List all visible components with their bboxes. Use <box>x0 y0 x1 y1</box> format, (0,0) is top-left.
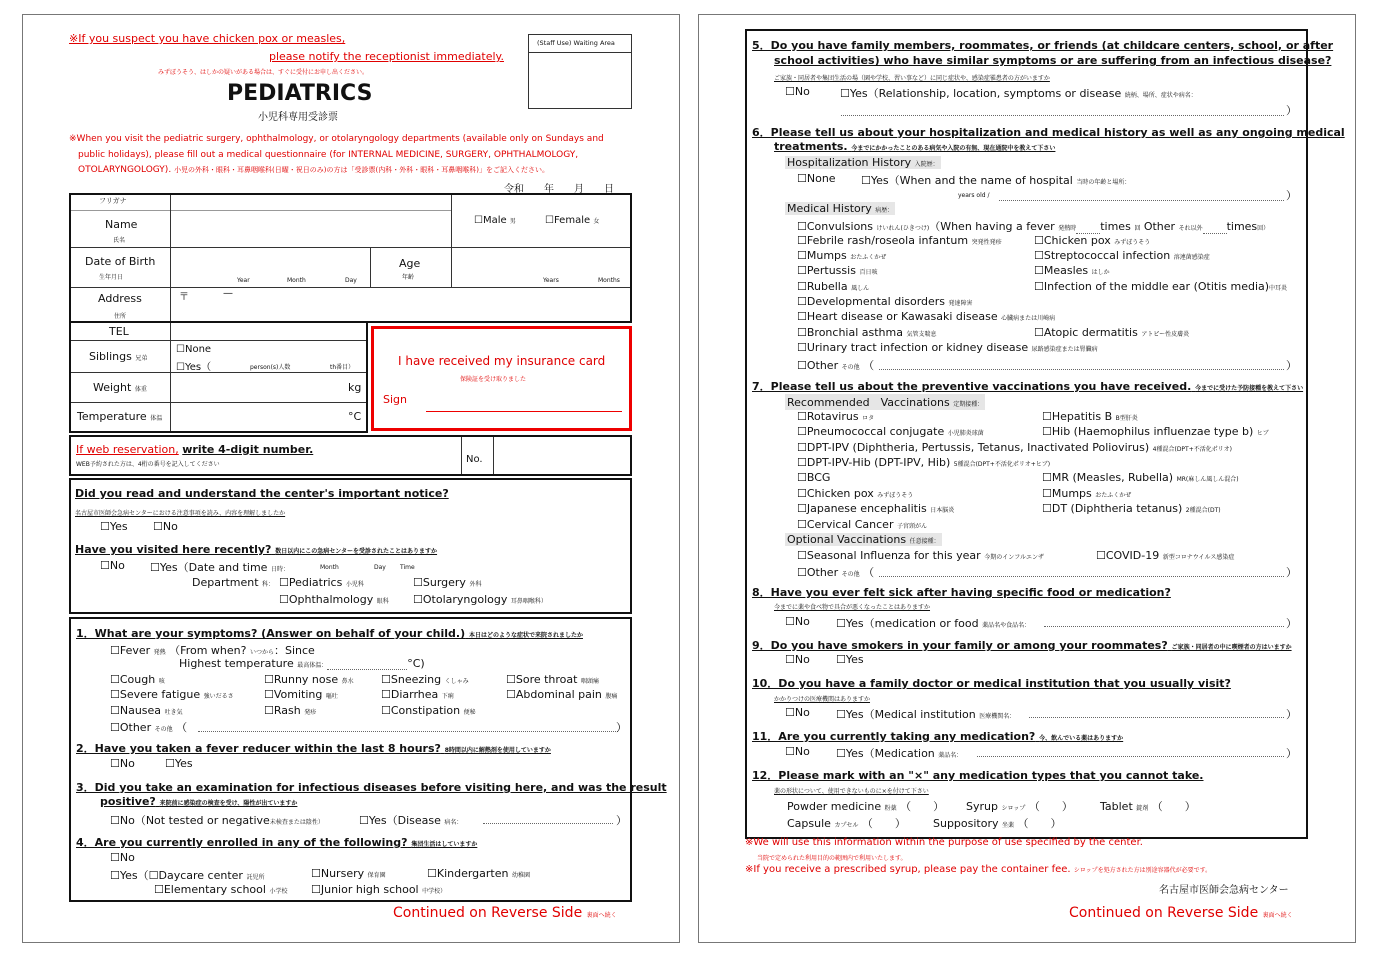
q11: 11．Are you currently taking any medication? 今、飲んでいる薬はありますか <box>752 730 1124 743</box>
notice-yes[interactable]: ☐Yes <box>100 520 128 533</box>
diarrhea-checkbox[interactable]: ☐Diarrhea 下痢 <box>381 688 454 701</box>
cervical-cancer-checkbox[interactable]: ☐Cervical Cancer 子宮頸がん <box>797 518 927 531</box>
q4-junior-high[interactable]: ☐Junior high school 中学校） <box>311 883 447 896</box>
celsius-unit: °C <box>348 410 362 423</box>
other-symptom-checkbox[interactable]: ☐Other その他 （ <box>110 721 188 734</box>
q10: 10．Do you have a family doctor or medical institution that you usually visit? <box>752 677 1231 690</box>
vaccine-other-field[interactable] <box>879 576 1284 577</box>
siblings-yes-checkbox[interactable]: ☐Yes（ <box>176 362 212 373</box>
page-subtitle: 小児科専用受診票 <box>258 112 338 123</box>
chicken-pox-checkbox[interactable]: ☐Chicken pox みずぼうそう <box>1034 234 1151 247</box>
medical-history-heading: Medical History 病歴： <box>787 202 894 215</box>
sign-line[interactable] <box>426 411 622 412</box>
no-label: No. <box>466 454 483 465</box>
q8-jp: 今までに薬や食べ物で具合が悪くなったことはありますか <box>774 604 931 611</box>
web-label: write 4-digit number. <box>182 443 314 456</box>
q4-elementary[interactable]: ☐Elementary school 小学校 <box>154 883 288 896</box>
asthma-checkbox[interactable]: ☐Bronchial asthma 気管支喘息 <box>797 326 937 339</box>
footer-note-1: ※We will use this information within the purpose of use specified by the center. <box>745 837 1143 848</box>
age-label-jp: 年齢 <box>402 274 415 281</box>
q2: 2．Have you taken a fever reducer within the last 8 hours? 8時間以内に解熱剤を使用していますか <box>76 742 551 755</box>
pneumococcal-checkbox[interactable]: ☐Pneumococcal conjugate 小児肺炎球菌 <box>797 425 984 438</box>
address-label-jp: 住所 <box>114 313 127 320</box>
q8-field[interactable] <box>1044 626 1284 627</box>
siblings-label: Siblings 兄弟 <box>89 350 148 363</box>
q10-yes[interactable]: ☐Yes（Medical institution 医療機関名： <box>836 708 1016 721</box>
highest-temp: Highest temperature 最高体温： °C) <box>179 657 425 670</box>
sore-throat-checkbox[interactable]: ☐Sore throat 咽頭痛 <box>506 673 599 686</box>
q12-jp: 薬の形状について、使用できないものに×を付けて下さい <box>774 788 929 795</box>
dept-ophthalmology[interactable]: ☐Ophthalmology 眼科 <box>279 593 389 606</box>
chicken-pox-vaccine-checkbox[interactable]: ☐Chicken pox みずぼうそう <box>797 487 914 500</box>
center-name: 名古屋市医師会急病センター <box>1159 885 1289 896</box>
sneezing-checkbox[interactable]: ☐Sneezing くしゃみ <box>381 673 469 686</box>
visit-time: Time <box>400 564 415 571</box>
optional-vaccinations-heading: Optional Vaccinations 任意接種： <box>787 533 940 546</box>
runny-nose-checkbox[interactable]: ☐Runny nose 鼻水 <box>264 673 354 686</box>
vaccine-other-checkbox[interactable]: ☐Other その他 （ <box>797 566 875 579</box>
rotavirus-checkbox[interactable]: ☐Rotavirus ロタ <box>797 410 875 423</box>
influenza-checkbox[interactable]: ☐Seasonal Influenza for this year 今期のインフルエンザ <box>797 549 1044 562</box>
q-notice: Did you read and understand the center's important notice? <box>75 487 449 500</box>
q2-yes[interactable]: ☐Yes <box>165 757 193 770</box>
siblings-persons: person(s)人数 <box>250 364 291 371</box>
web-label-jp: WEB予約された方は、4桁の番号を記入してください <box>76 461 220 468</box>
q6-line-2: treatments. 今までにかかったことのある病気や入院の有無、現在通院中を教えて下さい <box>774 140 1056 153</box>
recommended-vaccinations-heading: Recommended Vaccinations 定期接種： <box>787 396 984 409</box>
page-front: ※If you suspect you have chicken pox or measles, please notify the receptionist immediately. みずぼうそう、はしかの疑いがある場合は、すぐに受付にお申し出ください。 (Staff Use) Waiting Area PEDIATRICS 小児科専用受診票 ※When you visit the pediatric surgery, ophthalmology, or otolaryngology departments (available only on Sundays and public holidays), please fill out a medical questionnaire (for INTERNAL MEDICINE, SURGERY, OPHTHALMOLOGY, OTOLARYNGOLOGY). 小児の外科・眼科・耳鼻咽喉科(日曜・祝日のみ)の方は「受診票(内科・外科・眼科・耳鼻咽喉科)」をご記入ください。 令和 年 月 日 フリガナ Name 氏名 ☐Male 男 ☐Female 女 Date of Birth 生年月日 Year Month Day Age 年齢 Years Months Address 住所 〒 — TEL Siblings 兄弟 ☐None ☐Yes（ person(s)人数 th番目） Weight 体重 kg Temperature 体温 °C I have received my insurance card 保険証を受け取りました Sign If web reservation, write 4-digit number. WEB予約された方は、4桁の番号を記入してください No. Did you read and understand the center's important notice? 名古屋市医師会急病センターにおける注意事項を読み、内容を理解しましたか ☐Yes ☐No Have you visited here recently? 数日以内にこの急病センターを受診されたことはありますか ☐No ☐Yes（Date and time 日時： Month Day Time Department 科： ☐Pediatrics 小児科 ☐Surgery 外科 ☐Ophthalmology 眼科 ☐Otolaryngology 耳鼻咽喉科） 1．What are your symptoms? (Answer on behalf of your child.) 本日はどのような症状で来院されましたか ☐Fever 発熱 （From when? いつから：Since Highest temperature 最高体温： °C) ☐Cough 咳 ☐Runny nose 鼻水 ☐Sneezing くしゃみ ☐Sore throat 咽頭痛 ☐Severe fatigue 強いだるさ ☐Vomiting 嘔吐 ☐Diarrhea 下痢 ☐Abdominal pain 腹痛 ☐Nausea 吐き気 ☐Rash 発疹 ☐Constipation 便秘 ☐Other その他 （ ） 2．Have you taken a fever reducer within the last 8 hours? 8時間以内に解熱剤を使用していますか ☐No ☐Yes 3．Did you take an examination for infectious diseases before visiting here, and was the result positive? 来院前に感染症の検査を受け、陽性が出ていますか ☐No（Not tested or negative未検査または陰性） ☐Yes（Disease 病名： ） 4．Are you currently enrolled in any of the following? 集団生活はしていますか ☐No ☐Yes（☐Daycare center 託児所 ☐Nursery 保育園 ☐Kindergarten 幼稚園 ☐Elementary school 小学校 ☐Junior high school 中学校） Continued on Reverse Side 裏面へ続く <box>22 14 680 943</box>
page-back <box>698 14 1356 943</box>
strep-checkbox[interactable]: ☐Streptococcal infection 溶連菌感染症 <box>1034 249 1210 262</box>
developmental-checkbox[interactable]: ☐Developmental disorders 発達障害 <box>797 295 973 308</box>
postal-mark: 〒 <box>179 292 189 303</box>
years-old: years old / <box>958 192 990 199</box>
mumps-vaccine-checkbox[interactable]: ☐Mumps おたふくかぜ <box>1042 487 1132 500</box>
q2-no[interactable]: ☐No <box>110 757 135 770</box>
japanese-encephalitis-checkbox[interactable]: ☐Japanese encephalitis 日本脳炎 <box>797 502 955 515</box>
kg-unit: kg <box>348 381 362 394</box>
alert-line-1: ※If you suspect you have chicken pox or measles, <box>69 32 346 45</box>
hospitalization-heading: Hospitalization History 入院歴： <box>787 156 939 169</box>
q5-paren-close: ） <box>1286 104 1297 117</box>
q10-field[interactable] <box>1029 717 1284 718</box>
rash-checkbox[interactable]: ☐Rash 発疹 <box>264 704 317 717</box>
q10-jp: かかりつけの医療機関はありますか <box>774 696 871 703</box>
alert-jp: みずぼうそう、はしかの疑いがある場合は、すぐに受付にお申し出ください。 <box>158 69 369 76</box>
urinary-checkbox[interactable]: ☐Urinary tract infection or kidney disease 尿路感染症または腎臓病 <box>797 341 1098 354</box>
abdominal-pain-checkbox[interactable]: ☐Abdominal pain 腹痛 <box>506 688 618 701</box>
vaccine-paren-close: ） <box>1286 566 1297 579</box>
q8-paren-close: ） <box>1286 617 1297 630</box>
insurance-text: I have received my insurance card <box>398 354 606 368</box>
footer-note-1-jp: 当院で定められた利用目的の範囲内で利用いたします。 <box>757 855 907 862</box>
footer-note-2: ※If you receive a prescribed syrup, please pay the container fee. シロップを処方された方は別途容器代が必要です。 <box>745 864 1212 875</box>
q-visit: Have you visited here recently? 数日以内にこの急病センターを受診されたことはありますか <box>75 543 438 556</box>
visit-month: Month <box>320 564 339 571</box>
age-label: Age <box>399 257 421 270</box>
q8: 8．Have you ever felt sick after having specific food or medication? <box>752 586 1171 599</box>
continued-label: Continued on Reverse Side 裏面へ続く <box>393 905 617 921</box>
atopic-checkbox[interactable]: ☐Atopic dermatitis アトピー性皮膚炎 <box>1034 326 1190 339</box>
q5-line-1: 5．Do you have family members, roommates, or friends (at childcare centers, school, or after <box>752 39 1334 52</box>
name-label: Name <box>105 218 138 231</box>
otitis-checkbox[interactable]: ☐Infection of the middle ear (Otitis media)中耳炎 <box>1034 280 1288 293</box>
q5-yes[interactable]: ☐Yes（Relationship, location, symptoms or disease 続柄、場所、症状や病名： <box>840 87 1197 100</box>
note-line-1: ※When you visit the pediatric surgery, ophthalmology, or otolaryngology departments (available only on Sundays and <box>69 134 604 144</box>
name-label-jp: 氏名 <box>113 237 126 244</box>
q3-disease-field[interactable] <box>483 823 613 824</box>
sign-label: Sign <box>383 393 407 406</box>
mumps-checkbox[interactable]: ☐Mumps おたふくかぜ <box>797 249 887 262</box>
q1: 1．What are your symptoms? (Answer on behalf of your child.) 本日はどのような症状で来院されましたか <box>76 627 583 640</box>
q4-kindergarten[interactable]: ☐Kindergarten 幼稚園 <box>427 867 530 880</box>
name-field[interactable] <box>171 195 451 247</box>
constipation-checkbox[interactable]: ☐Constipation 便秘 <box>381 704 476 717</box>
q7: 7．Please tell us about the preventive vaccinations you have received. 今までに受けた予防接種を教えて下さい <box>752 380 1304 393</box>
siblings-none-checkbox[interactable]: ☐None <box>176 344 212 355</box>
febrile-rash-checkbox[interactable]: ☐Febrile rash/roseola infantum 突発性発疹 <box>797 234 1002 247</box>
hosp-yes[interactable]: ☐Yes（When and the name of hospital 当時の年齢と場所： <box>861 174 1131 187</box>
q9-yes[interactable]: ☐Yes <box>836 653 864 666</box>
q11-field[interactable] <box>977 756 1284 757</box>
covid-checkbox[interactable]: ☐COVID-19 新型コロナウイルス感染症 <box>1096 549 1235 562</box>
note-line-3-jp: 小児の外科・眼科・耳鼻咽喉科(日曜・祝日のみ)の方は「受診票(内科・外科・眼科・耳鼻咽喉科)」をご記入ください。 <box>174 166 549 174</box>
suppository-option[interactable]: Suppository 坐薬 （ ） <box>933 817 1062 830</box>
male-checkbox[interactable]: ☐Male 男 <box>474 215 516 226</box>
dept-pediatrics[interactable]: ☐Pediatrics 小児科 <box>279 576 364 589</box>
notice-no[interactable]: ☐No <box>153 520 178 533</box>
female-checkbox[interactable]: ☐Female 女 <box>545 215 600 226</box>
q5-field[interactable] <box>841 115 1284 116</box>
rubella-checkbox[interactable]: ☐Rubella 風しん <box>797 280 870 293</box>
visit-day: Day <box>374 564 386 571</box>
q3-yes[interactable]: ☐Yes（Disease 病名： <box>359 814 463 827</box>
vomiting-checkbox[interactable]: ☐Vomiting 嘔吐 <box>264 688 338 701</box>
powder-option[interactable]: Powder medicine 粉薬 （ ） <box>787 800 945 813</box>
mr-checkbox[interactable]: ☐MR (Measles, Rubella) MR(麻しん風しん混合) <box>1042 471 1239 484</box>
cough-checkbox[interactable]: ☐Cough 咳 <box>110 673 165 686</box>
hepatitis-b-checkbox[interactable]: ☐Hepatitis B B型肝炎 <box>1042 410 1138 423</box>
age-months: Months <box>598 277 620 284</box>
paren-close: ） <box>616 721 627 734</box>
dob-label: Date of Birth <box>85 255 156 268</box>
tel-label: TEL <box>109 325 129 338</box>
q8-no[interactable]: ☐No <box>785 615 810 628</box>
insurance-text-jp: 保険証を受け取りました <box>460 376 527 383</box>
web-label-red: If web reservation, <box>76 443 179 456</box>
q10-paren-close: ） <box>1286 708 1297 721</box>
hib-checkbox[interactable]: ☐Hib (Haemophilus influenzae type b) ヒブ <box>1042 425 1269 438</box>
q5-line-2: school activities) who have similar symptoms or are suffering from an infectious disease? <box>774 54 1332 67</box>
q3-line-2: positive? 来院前に感染症の検査を受け、陽性が出ていますか <box>100 795 298 808</box>
q-notice-jp: 名古屋市医師会急病センターにおける注意事項を読み、内容を理解しましたか <box>75 510 286 517</box>
q11-no[interactable]: ☐No <box>785 745 810 758</box>
q11-paren-close: ） <box>1286 747 1297 760</box>
q3-line-1: 3．Did you take an examination for infectious diseases before visiting here, and was the result <box>76 781 667 794</box>
dob-month: Month <box>287 277 306 284</box>
temperature-label: Temperature 体温 <box>77 410 163 423</box>
q4-no[interactable]: ☐No <box>110 851 135 864</box>
age-years: Years <box>543 277 559 284</box>
convulsions-checkbox[interactable]: ☐Convulsions けいれん(ひきつけ)（When having a fever 発熱時 times 回 Other それ以外 times回） <box>797 220 1270 233</box>
q9: 9．Do you have smokers in your family or among your roommates? ご家族・同居者の中に喫煙者の方はいますか <box>752 639 1292 652</box>
dept-otolaryngology[interactable]: ☐Otolaryngology 耳鼻咽喉科） <box>413 593 547 606</box>
heart-disease-checkbox[interactable]: ☐Heart disease or Kawasaki disease 心臓病または川崎病 <box>797 310 1056 323</box>
hosp-none[interactable]: ☐None <box>797 172 836 185</box>
history-other-field[interactable] <box>879 369 1284 370</box>
q5-no[interactable]: ☐No <box>785 85 810 98</box>
web-number-field[interactable] <box>494 437 630 474</box>
q4-daycare[interactable]: ☐Yes（☐Daycare center 託児所 <box>110 869 265 882</box>
dept-label: Department <box>192 576 259 589</box>
dob-label-jp: 生年月日 <box>99 274 124 281</box>
q4: 4．Are you currently enrolled in any of the following? 集団生活はしていますか <box>76 836 478 849</box>
weight-label: Weight 体重 <box>93 381 147 394</box>
fever-checkbox[interactable]: ☐Fever 発熱 （From when? いつから：Since <box>110 644 315 657</box>
visit-yes[interactable]: ☐Yes（Date and time 日時： <box>150 561 289 574</box>
staff-waiting-box <box>528 34 632 109</box>
address-label: Address <box>98 292 142 305</box>
siblings-th: th番目） <box>330 364 355 371</box>
pertussis-checkbox[interactable]: ☐Pertussis 百日咳 <box>797 264 878 277</box>
dob-year: Year <box>237 277 250 284</box>
tablet-option[interactable]: Tablet 錠剤 （ ） <box>1100 800 1196 813</box>
other-symptom-field[interactable] <box>198 731 618 732</box>
q12: 12．Please mark with an "×" any medication types that you cannot take. <box>752 769 1204 782</box>
capsule-option[interactable]: Capsule カプセル （ ） <box>787 817 906 830</box>
dpt-ipv-hib-checkbox[interactable]: ☐DPT-IPV-Hib (DPT-IPV, Hib) 5種混合(DPT+不活化ポリオ+ヒブ) <box>797 456 1051 469</box>
dpt-ipv-checkbox[interactable]: ☐DPT-IPV (Diphtheria, Pertussis, Tetanus, Inactivated Poliovirus) 4種混合(DPT+不活化ポリオ) <box>797 441 1233 454</box>
postal-dash: — <box>223 288 233 299</box>
q5-jp: ご家族・同居者や集団生活の場（園や学校、習い事など）に同じ症状や、感染症罹患者の方がいますか <box>774 75 1050 82</box>
alert-line-2: please notify the receptionist immediately. <box>269 50 504 63</box>
q3-no[interactable]: ☐No（Not tested or negative未検査または陰性） <box>110 814 324 827</box>
q3-paren-close: ） <box>616 814 627 827</box>
syrup-option[interactable]: Syrup シロップ （ ） <box>966 800 1073 813</box>
q4-nursery[interactable]: ☐Nursery 保育園 <box>311 867 386 880</box>
staff-label: (Staff Use) Waiting Area <box>529 35 631 53</box>
note-line-2: public holidays), please fill out a medical questionnaire (for INTERNAL MEDICINE, SURGERY, OPHTHALMOLOGY, <box>78 150 579 160</box>
insurance-box <box>371 326 632 431</box>
page-title: PEDIATRICS <box>227 81 373 106</box>
note-line-3: OTOLARYNGOLOGY). <box>78 165 172 175</box>
visit-no[interactable]: ☐No <box>100 559 125 572</box>
bcg-checkbox[interactable]: ☐BCG <box>797 471 831 484</box>
furigana-label: フリガナ <box>99 197 127 205</box>
dept-surgery[interactable]: ☐Surgery 外科 <box>413 576 482 589</box>
history-other-checkbox[interactable]: ☐Other その他 （ <box>797 359 875 372</box>
measles-checkbox[interactable]: ☐Measles はしか <box>1034 264 1110 277</box>
nausea-checkbox[interactable]: ☐Nausea 吐き気 <box>110 704 183 717</box>
hosp-field[interactable] <box>999 200 1284 201</box>
q11-yes[interactable]: ☐Yes（Medication 薬品名： <box>836 747 963 760</box>
hosp-paren-close: ） <box>1286 189 1297 202</box>
history-paren-close: ） <box>1286 359 1297 372</box>
q8-yes[interactable]: ☐Yes（medication or food 薬品名や食品名： <box>836 617 1031 630</box>
q10-no[interactable]: ☐No <box>785 706 810 719</box>
date-reiwa: 令和 年 月 日 <box>504 184 614 195</box>
q9-no[interactable]: ☐No <box>785 653 810 666</box>
q6-line-1: 6．Please tell us about your hospitalization and medical history as well as any ongoing medical <box>752 126 1345 139</box>
continued-label-back: Continued on Reverse Side 裏面へ続く <box>1069 905 1293 921</box>
dob-day: Day <box>345 277 357 284</box>
fatigue-checkbox[interactable]: ☐Severe fatigue 強いだるさ <box>110 688 234 701</box>
dt-checkbox[interactable]: ☐DT (Diphtheria tetanus) 2種混合(DT) <box>1042 502 1221 515</box>
